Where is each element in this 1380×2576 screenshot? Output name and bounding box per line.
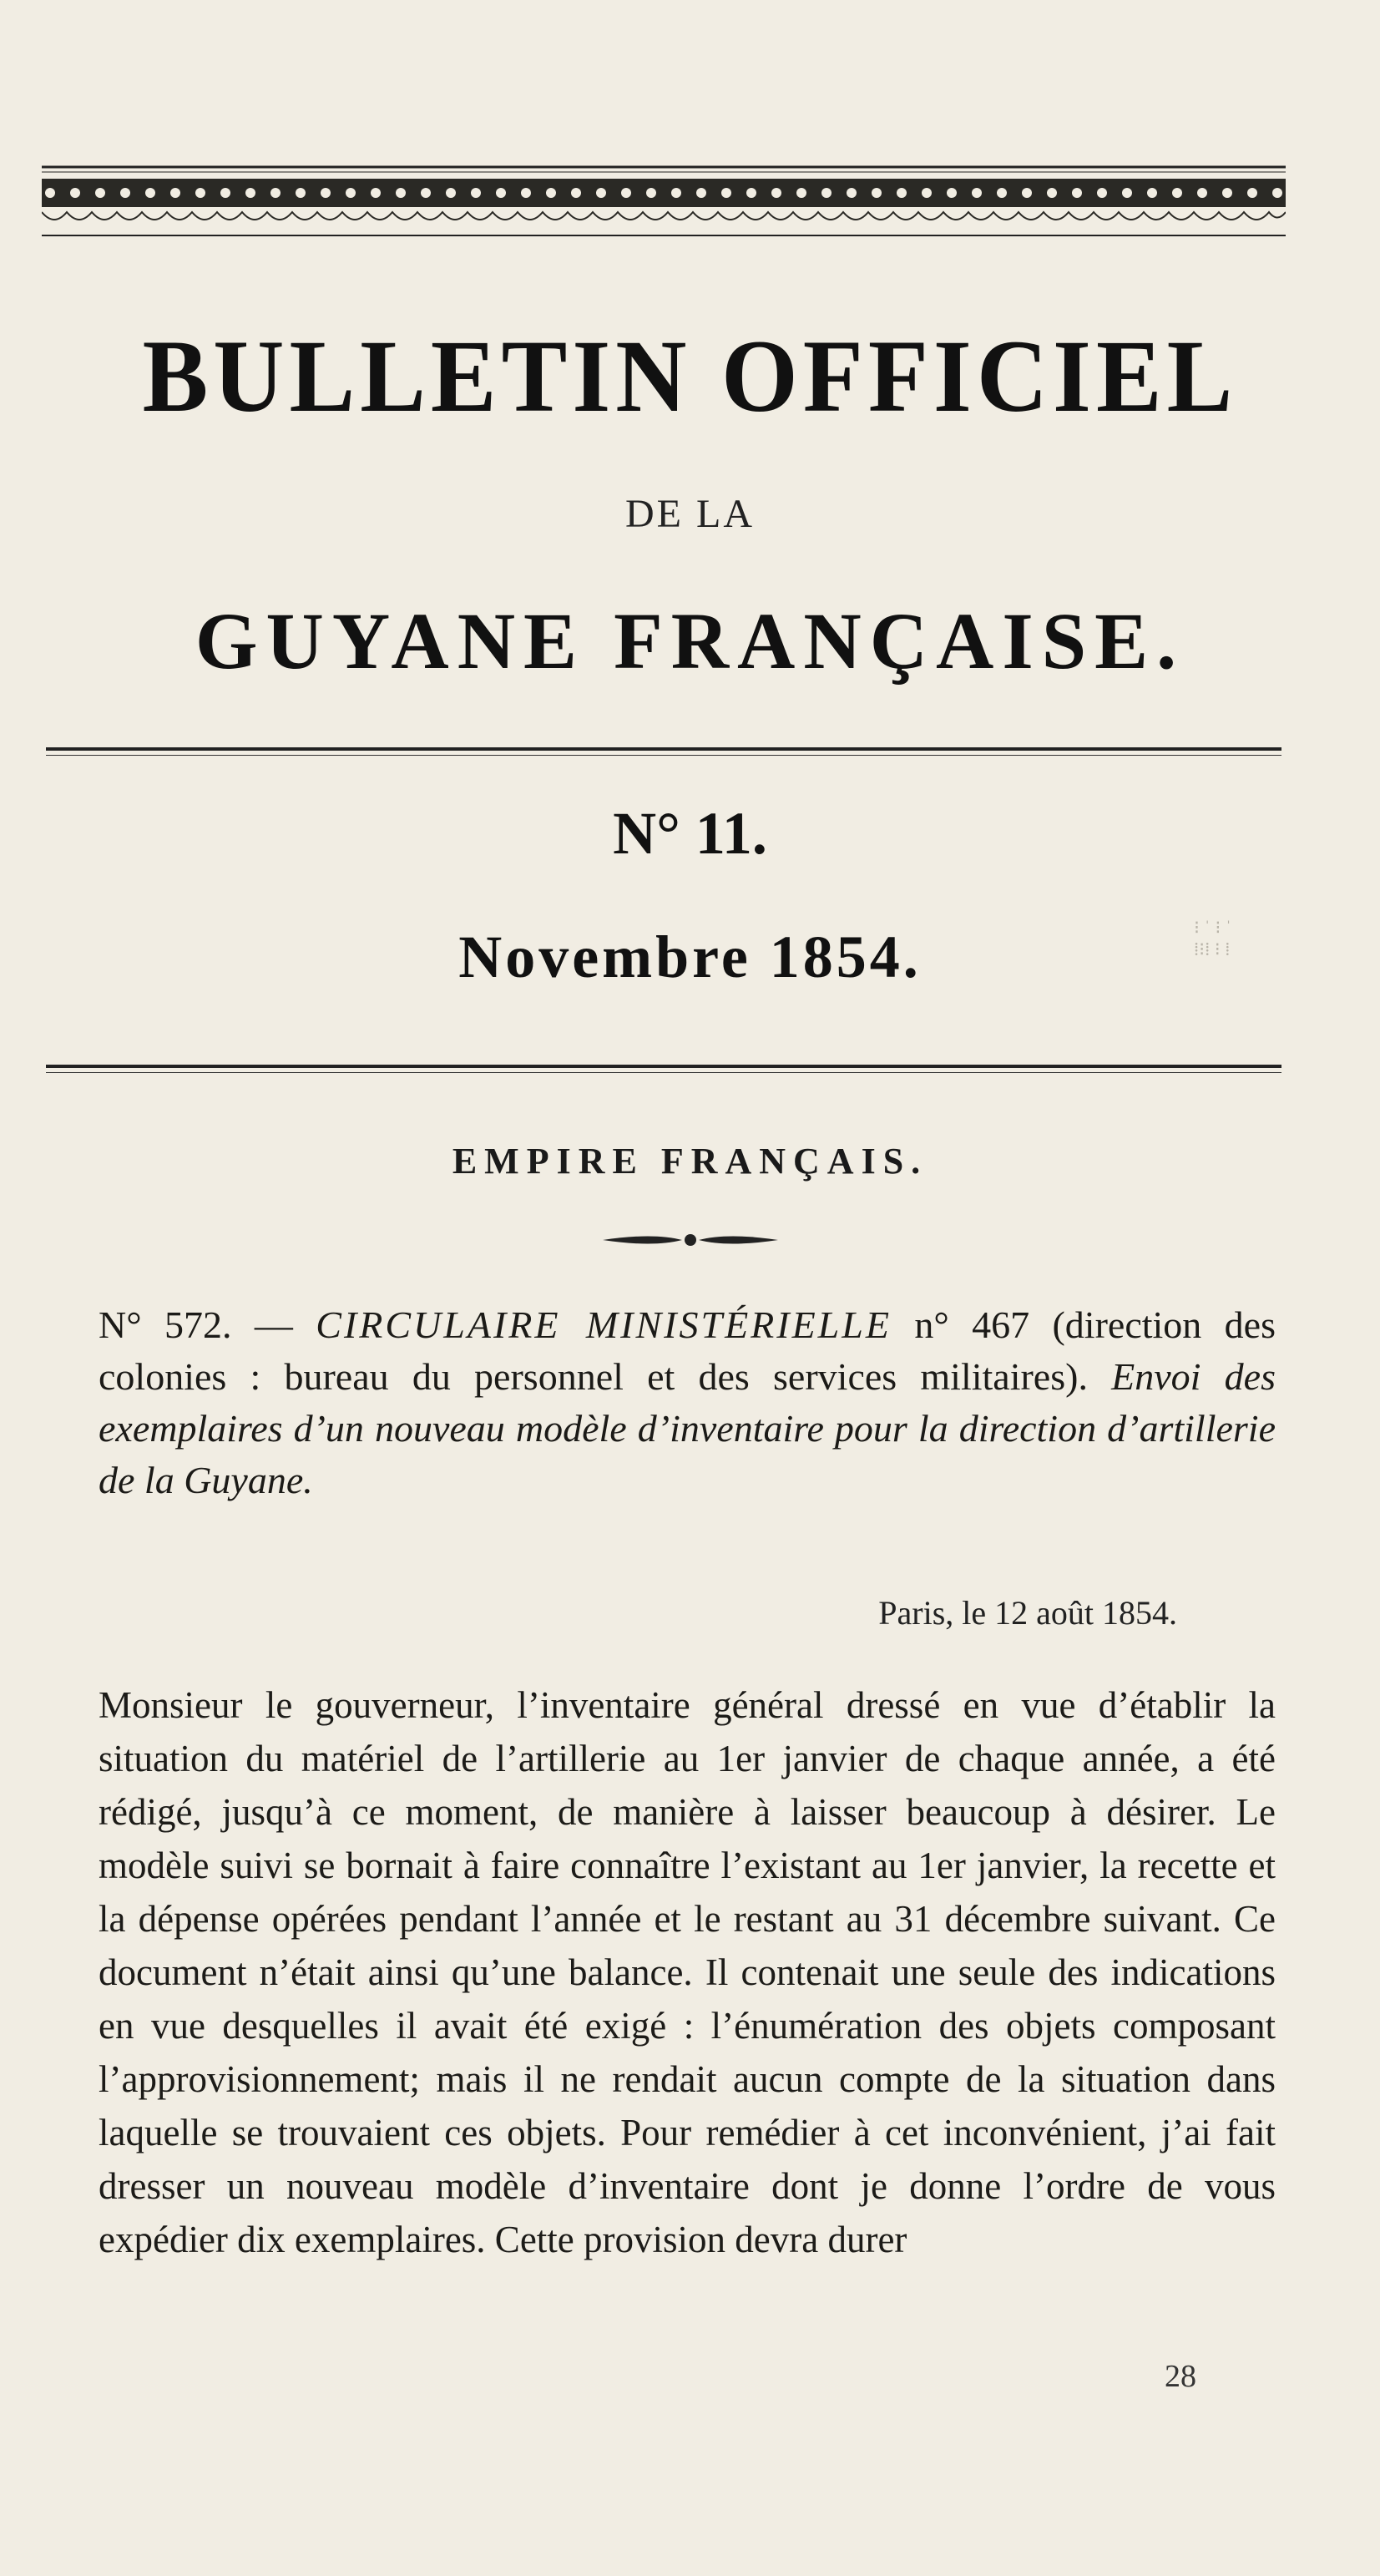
circular-ref: N° 572. — [99, 1303, 316, 1346]
library-stamp-mark: ⁝ ˈ ⁝ ˈ ⁞⁝⁞ ⁝ ⁞ [1194, 917, 1232, 959]
dateline: Paris, le 12 août 1854. [878, 1594, 1177, 1632]
issue-divider [46, 1065, 1281, 1068]
body-text: Monsieur le gouverneur, l’inventaire général dressé en vue d’établir la situation du matériel de l’artillerie au 1er janvier de chaque année, a été rédigé, jusqu’à ce moment, de manière à laisser beaucoup à désirer. Le modèle suivi se bornait à faire connaître l’existant au 1er janvier, la recette et la dépense opérées pendant l’année et le restant au 31 décembre suivant. Ce document n’était ainsi qu’une balance. Il contenait une seule des indications en vue desquelles il avait été exigé : l’énumération des objets composant l’approvisionnement; mais il ne rendait aucun compte de la situation dans laquelle se trouvaient ces objets. Pour remédier à cet inconvénient, j’ai fait dresser un nouveau modèle d’inventaire dont je donne l’ordre de vous expédier dix exemplaires. Cette provision devra durer [99, 1684, 1276, 2260]
circular-kind: CIRCULAIRE MINISTÉRIELLE [316, 1303, 892, 1346]
fleuron-ornament [603, 1229, 778, 1251]
bulletin-subtitle: GUYANE FRANÇAISE. [195, 596, 1185, 686]
title-connector: DE LA [625, 492, 755, 536]
issue-date: Novembre 1854. [458, 924, 922, 990]
body-paragraph [99, 1678, 1276, 2266]
page-number: 28 [1165, 2359, 1196, 2394]
bulletin-title: BULLETIN OFFICIEL [142, 318, 1238, 434]
issue-number: N° 11. [613, 800, 767, 867]
circular-kind-num: n° 467 (direction des colonies : bureau du personnel et des services militaires). [99, 1303, 1276, 1398]
section-heading: EMPIRE FRANÇAIS. [452, 1141, 928, 1182]
title-divider [46, 747, 1281, 751]
circular-subject: Envoi des exemplaires d’un nouveau modèle d’inventaire pour la direction d’artillerie de la Guyane. [99, 1355, 1276, 1501]
circular-heading [99, 1299, 1276, 1506]
decorative-border [42, 160, 1286, 240]
